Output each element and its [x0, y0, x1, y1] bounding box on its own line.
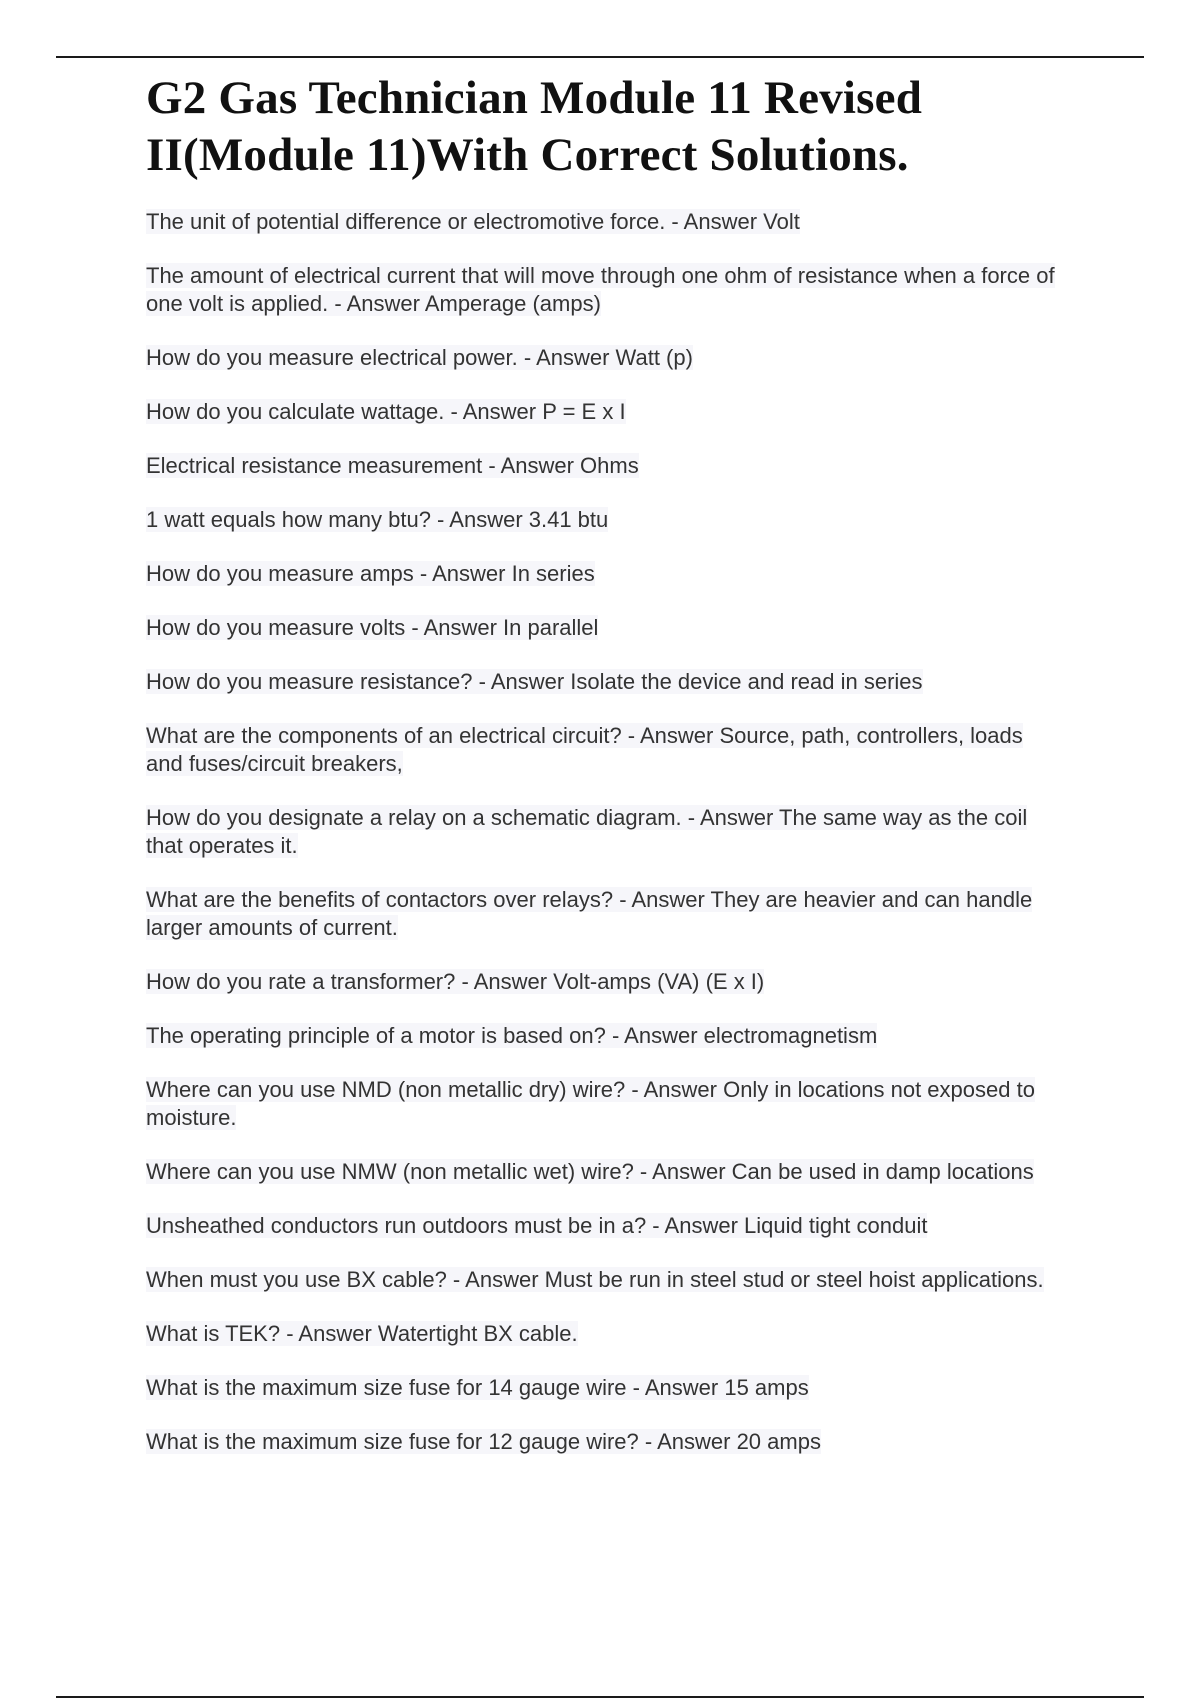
qa-item	[146, 344, 1056, 372]
qa-item	[146, 668, 1056, 696]
qa-text: What is the maximum size fuse for 12 gauge wire? - Answer 20 amps	[146, 1429, 821, 1454]
qa-text: How do you measure amps - Answer In series	[146, 561, 595, 586]
qa-text: 1 watt equals how many btu? - Answer 3.41 btu	[146, 507, 609, 532]
qa-item	[146, 722, 1056, 778]
qa-item	[146, 1374, 1056, 1402]
qa-item	[146, 398, 1056, 426]
qa-item	[146, 1022, 1056, 1050]
qa-text: How do you designate a relay on a schematic diagram. - Answer The same way as the coil that operates it.	[146, 805, 1028, 858]
qa-text: What is TEK? - Answer Watertight BX cable.	[146, 1321, 578, 1346]
qa-text: Where can you use NMW (non metallic wet) wire? - Answer Can be used in damp locations	[146, 1159, 1034, 1184]
qa-item	[146, 1428, 1056, 1456]
qa-text: How do you measure electrical power. - Answer Watt (p)	[146, 345, 693, 370]
qa-text: How do you measure volts - Answer In parallel	[146, 615, 599, 640]
qa-item	[146, 1158, 1056, 1186]
qa-item	[146, 804, 1056, 860]
qa-text: What are the benefits of contactors over relays? - Answer They are heavier and can handle larger amounts of current.	[146, 887, 1033, 940]
qa-text: Where can you use NMD (non metallic dry) wire? - Answer Only in locations not exposed to moisture.	[146, 1077, 1035, 1130]
qa-item	[146, 1266, 1056, 1294]
qa-item	[146, 452, 1056, 480]
qa-item	[146, 506, 1056, 534]
qa-text: Electrical resistance measurement - Answer Ohms	[146, 453, 639, 478]
qa-text: When must you use BX cable? - Answer Must be run in steel stud or steel hoist applications.	[146, 1267, 1044, 1292]
qa-item	[146, 886, 1056, 942]
qa-item	[146, 262, 1056, 318]
qa-text: How do you measure resistance? - Answer Isolate the device and read in series	[146, 669, 923, 694]
qa-list	[146, 208, 1056, 1456]
qa-text: The operating principle of a motor is based on? - Answer electromagnetism	[146, 1023, 878, 1048]
qa-item	[146, 1212, 1056, 1240]
qa-item	[146, 208, 1056, 236]
qa-text: The amount of electrical current that will move through one ohm of resistance when a force of one volt is applied. - Answer Amperage (amps)	[146, 263, 1055, 316]
qa-text: What are the components of an electrical circuit? - Answer Source, path, controllers, loads and fuses/circuit breakers,	[146, 723, 1023, 776]
top-rule	[56, 56, 1144, 58]
document-body	[146, 70, 1056, 1482]
qa-item	[146, 1076, 1056, 1132]
qa-text: What is the maximum size fuse for 14 gauge wire - Answer 15 amps	[146, 1375, 809, 1400]
qa-item	[146, 560, 1056, 588]
qa-text: Unsheathed conductors run outdoors must be in a? - Answer Liquid tight conduit	[146, 1213, 928, 1238]
qa-text: How do you rate a transformer? - Answer Volt-amps (VA) (E x I)	[146, 969, 765, 994]
qa-text: How do you calculate wattage. - Answer P = E x I	[146, 399, 626, 424]
qa-item	[146, 614, 1056, 642]
qa-text: The unit of potential difference or electromotive force. - Answer Volt	[146, 209, 800, 234]
qa-item	[146, 1320, 1056, 1348]
bottom-rule	[56, 1696, 1144, 1698]
document-title: G2 Gas Technician Module 11 Revised II(Module 11)With Correct Solutions.	[146, 72, 923, 181]
qa-item	[146, 968, 1056, 996]
